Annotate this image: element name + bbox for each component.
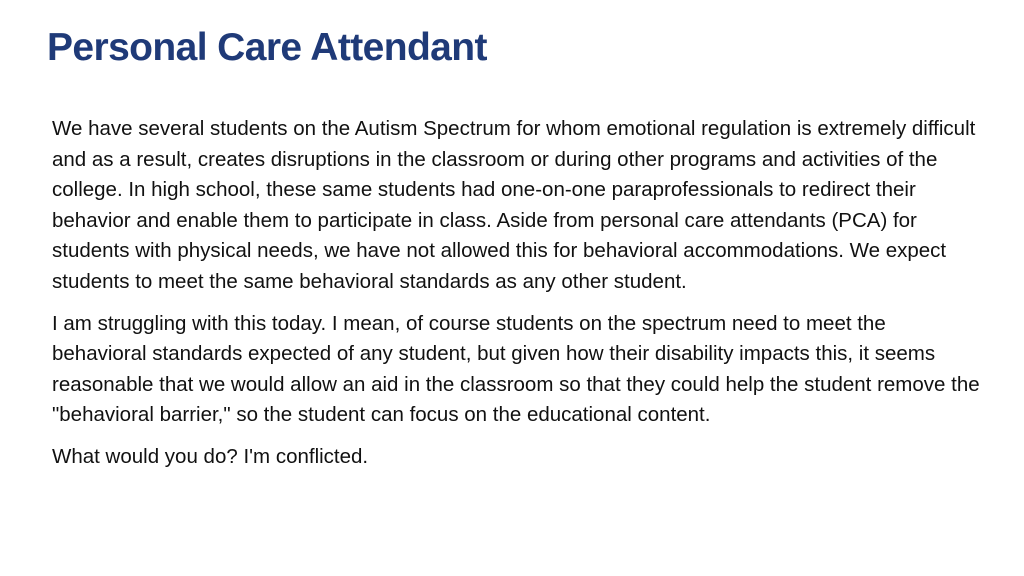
slide-body — [52, 114, 982, 484]
paragraph-situation: We have several students on the Autism Spectrum for whom emotional regulation is extremely difficult and as a result, creates disruptions in the classroom or during other programs and activities of the college. In high school, these same students had one-on-one paraprofessionals to redirect their behavior and enable them to participate in class. Aside from personal care attendants (PCA) for students with physical needs, we have not allowed this for behavioral accommodations. We expect students to meet the same behavioral standards as any other student. — [52, 117, 976, 293]
paragraph-struggle: I am struggling with this today. I mean, of course students on the spectrum need to meet the behavioral standards expected of any student, but given how their disability impacts this, it seems reasonable that we would allow an aid in the classroom so that they could help the student remove the "behavioral barrier," so the student can focus on the educational content. — [52, 311, 980, 427]
slide-title: Personal Care Attendant — [47, 26, 487, 69]
paragraph-question: What would you do? I'm conflicted. — [52, 444, 369, 468]
